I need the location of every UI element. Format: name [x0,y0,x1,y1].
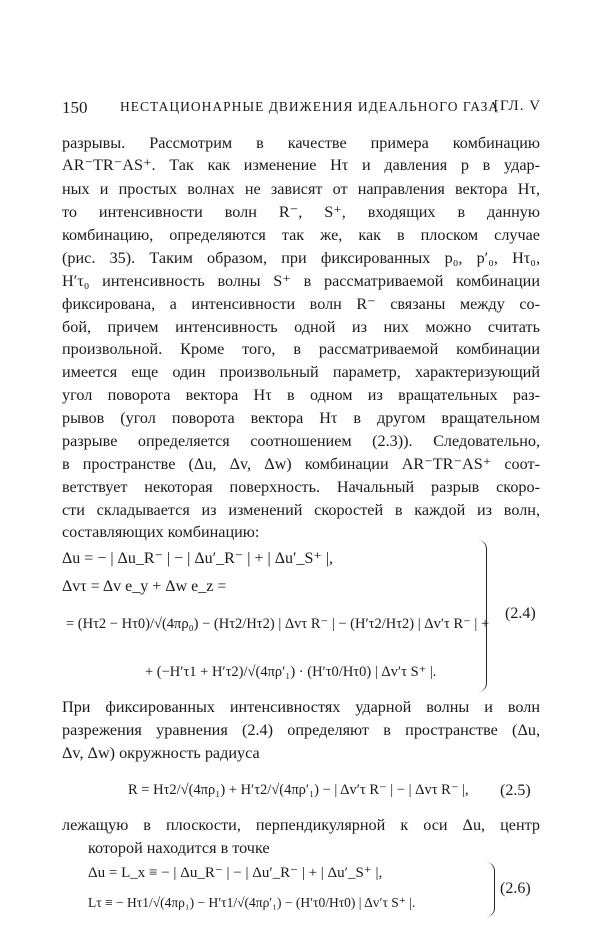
text-line: произвольной. Кроме того, в рассматриваемой комбинации [62,340,540,358]
text-line: (рис. 35). Таким образом, при фиксированных p₀, p′₀, Hτ₀, [62,249,540,267]
running-title: НЕСТАЦИОНАРНЫЕ ДВИЖЕНИЯ ИДЕАЛЬНОГО ГАЗА [120,99,500,114]
text-line: составляющих комбинацию: [62,523,260,541]
text-line: угол поворота вектора Hτ в одном из вращательных раз- [62,386,540,404]
text-line: H′τ₀ интенсивность волны S⁺ в рассматриваемой комбинации [62,272,540,290]
text-line: фиксирована, а интенсивности волн R⁻ связаны между со- [62,295,540,313]
text-line: разрыве определяется соотношением (2.3)). Следовательно, [62,432,540,450]
text-line: ветствует некоторая поверхность. Начальный разрыв скоро- [62,478,540,496]
equation-2-6-line-1: Δu = L_x ≡ − | Δu_R⁻ | − | Δu′_R⁻ | + | Δu′_S⁺ |, [88,865,383,881]
equation-2-4-line-1: Δu = − | Δu_R⁻ | − | Δu′_R⁻ | + | Δu′_S⁺ |, [62,550,334,567]
equation-brace [478,540,487,692]
chapter-label: [ГЛ. V [494,98,542,114]
equation-number: (2.6) [500,880,531,897]
equation-number: (2.5) [500,782,531,799]
text-line: Δv, Δw) окружность радиуса [62,744,260,762]
text-line: При фиксированных интенсивностях ударной волны и волн [62,698,540,716]
equation-2-4-line-3: = (Hτ2 − Hτ0)/√(4πρ₀) − (Hτ2/Hτ2) | Δvτ R⁻ | − (H′τ2/Hτ2) | Δv′τ R⁻ | + [66,616,490,632]
text-line: комбинацию, определяются так же, как в плоском случае [62,226,540,244]
equation-2-4-line-2: Δvτ = Δv e_y + Δw e_z = [62,578,227,595]
text-line: в пространстве (Δu, Δv, Δw) комбинации AR⁻TR⁻AS⁺ соот- [62,455,540,473]
equation-2-6-line-2: Lτ ≡ − Hτ1/√(4πρ₁) − H′τ1/√(4πρ′₁) − (H′τ0/Hτ0) | Δv′τ S⁺ |. [88,895,416,910]
text-line: которой находится в точке [88,839,270,857]
text-line: сти складывается из изменений скоростей в каждой из волн, [62,501,540,519]
equation-2-5: R = Hτ2/√(4πρ₁) + H′τ2/√(4πρ′₁) − | Δv′τ R⁻ | − | Δvτ R⁻ |, [128,782,469,798]
equation-number: (2.4) [505,605,536,622]
text-line: бой, причем интенсивность одной из них можно считать [62,318,540,336]
text-line: разрывы. Рассмотрим в качестве примера комбинацию [62,134,540,152]
page-number: 150 [62,98,88,117]
text-line: имеется еще один произвольный параметр, характеризующий [62,363,540,381]
text-line: разрежения уравнения (2.4) определяют в пространстве (Δu, [62,721,540,739]
text-line: ных и простых волнах не зависят от направления вектора Hτ, [62,180,540,198]
equation-brace [486,862,495,917]
text-line: AR⁻TR⁻AS⁺. Так как изменение Hτ и давления p в удар- [62,156,540,174]
text-line: то интенсивности волн R⁻, S⁺, входящих в данную [62,203,540,221]
text-line: лежащую в плоскости, перпендикулярной к оси Δu, центр [62,816,540,834]
text-line: рывов (угол поворота вектора Hτ в другом вращательном [62,409,540,427]
equation-2-4-line-4: + (−H′τ1 + H′τ2)/√(4πρ′₁) · (H′τ0/Hτ0) | Δv′τ S⁺ |. [145,664,437,680]
